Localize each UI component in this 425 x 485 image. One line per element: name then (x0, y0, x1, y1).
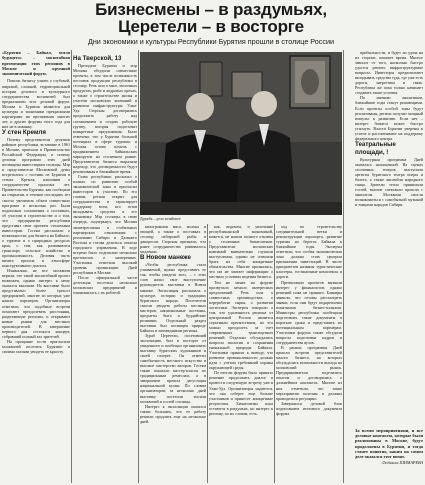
paragraph: В рамках программы Дней прошли встречи представителей малого бизнеса, на которых обсуждались возможности выхода на московский рынок. Предприниматели поделились опытом и договорились о дальнейших контактах. Многие из них отметили, что такие мероприятия полезны и должны проводиться регулярно. (276, 345, 342, 401)
column-rule (71, 50, 72, 483)
headline-line-2: Церетели – в восторге (118, 17, 304, 36)
paragraph: прибыльности, и будет ли удача на их стороне, покажет время. Многое зависит от того, насколько быстро удастся решить инфраструктурные вопросы. Инвесторы предпочитают вкладывать средства туда, где уже есть дороги, энергетика и связь. Республика же пока только начинает создавать такие условия. (355, 50, 423, 96)
photo-illustration (140, 52, 342, 215)
photo-caption: Дружба – дело хозяйское (140, 216, 342, 222)
paragraph: Тем не менее на форуме прозвучало немало интересных предложений. Речь шла о совместных производствах, о переработке сырья, о развитии логистики. Эксперты говорили о том, что удаленность региона от центральной России является серьезным препятствием, но его можно преодолеть за счет современных транспортных решений. Отдельно обсуждались вопросы экологии и сохранения уникальной природы Байкала. Участники пришли к выводу, что развитие промышленности должно идти с учетом требований охраны окружающей среды. (209, 279, 273, 371)
headline-line-1: Бизнесмены – в раздумьях, (95, 0, 327, 19)
paragraph: Презентации проектов вызвали интерес у финансистов, однако решений пока не принято. Банкиры заявили, что готовы рассмотреть заявки, если они будут подкреплены понятными бизнес-планами. Министры республики пообещали подготовить такие документы в короткие сроки и представить их потенциальным партнерам. Участники форума также обсудили вопросы подготовки кадров и сотрудничества вузов. (276, 279, 342, 346)
paragraph: ход по строительству соединительной ветки и реконструкции аэропорта, развитие туризма на берегах Байкала в ближайшие годы. Эксперты отметили, что особая экономическая зона должна стать центром притяжения инвестиций. В числе приоритетов названы туристические кластеры, гостиничные комплексы и дороги. (276, 224, 342, 280)
paragraph: как, впрочем, и увлечение республиканской экономикой, кажется, не нашли полного отклика у столичных бизнесменов. Представители московских компаний внимательно слушали выступления, однако не спешили брать на себя конкретные обязательства. Многие признались, что им не хватает информации о местных условиях ведения бизнеса. (209, 224, 273, 280)
column-rule (138, 50, 139, 483)
section-heading: На Тверской, 13 (73, 55, 122, 62)
column-5 (276, 224, 342, 483)
column-2 (73, 55, 137, 483)
paragraph: Зураб Церетели, посетивший экспозицию, был в восторге от увиденного и пообещал организовать выставку бурятских художников в своей галерее. Он отметил самобытность местного искусства и высокое мастерство авторов. Гостям также показали мастер-классы по традиционным ремеслам, а в завершение прошла дегустация национальной кухни. По словам организаторов, за несколько дней выставку посетили тысячи москвичей и гостей столицы. (140, 332, 206, 404)
paragraph: На прощание гости пригласили москвичей посетить Бурятию и своими глазами увидеть ее красоту. (2, 338, 70, 354)
closing-quote (355, 428, 423, 465)
column-1 (2, 50, 70, 483)
section-heading: В Новом манеже (140, 254, 191, 262)
paragraph: Глава республики рассказал о планах по развитию особой экономической зоны и пригласил инвесторов к участию. По его словам, регион открыт для сотрудничества и гарантирует поддержку всем, кто готов вкладывать средства в его экономику. Мэр столицы, в свою очередь, подчеркнул, что Москва заинтересована в стабильных партнерских отношениях с регионами Сибири и Дальнего Востока и готова делиться опытом городского управления. В ходе встречи было подписано несколько протоколов о намерениях. Участники отметили высокий уровень организации Дней республики в Москве. (73, 174, 137, 275)
paragraph: Интерес к экспозиции оказался таким большим, что ее работу решили продлить еще на несколько дней. (140, 403, 206, 424)
lead-paragraph: «Бурятия – Байкал, земля будущего» – масштабная презентация этих регионов в Москве и крупный экономический форум. (2, 50, 70, 77)
column-rule (274, 224, 275, 483)
section-heading: У стен Кремля (2, 128, 46, 136)
paragraph: «Чтобы республика стала узнаваемой, нужно представить ее так, чтобы увидели все», – с этих слов начал свое выступление руководитель выставки в Новом манеже. Экспозиция рассказала о культуре, истории и традициях бурятского народа. Посетители смогли увидеть работы местных мастеров, национальные костюмы, предметы быта и буддийские реликвии. Отдельный раздел выставки был посвящен природе Байкала и заповедникам региона. (140, 262, 206, 333)
paragraph: Изначально не все москвичи верили, что такой масштабный проект возможен, однако интерес к нему оказался высоким. На выставке было представлено более трехсот предприятий, многие из которых уже нашли партнеров. Организаторы отметили, что подобные встречи помогают преодолевать расстояния, разделяющие регионы, и открывают новые рынки для местных производителей. В завершение первого дня состоялся концерт, собравший полный зал зрителей. (2, 268, 70, 339)
column-3 (140, 224, 206, 483)
column-4 (209, 224, 273, 483)
article-author: Людмила ШИМАРЕВА (381, 460, 423, 466)
article-photo (140, 52, 342, 215)
paragraph: килограммов мяса, молока и овощей, а также о поставках в столицу сибирской рыбы и дикоросов. Стороны признали, что ранее сотрудничество развивалось медленно. (140, 224, 206, 255)
subheadline: Дни экономики и культуры Республики Бурятия прошли в столице России (87, 37, 335, 46)
column-rule (343, 50, 344, 483)
headline (58, 1, 364, 35)
paragraph: После официальной части делегация посетила несколько московских предприятий и ознакомилась с их работой. (73, 274, 137, 296)
paragraph: Помочь бизнесу узнать о глубокой, широкой, сложной, территориальной истории делового и культурного сотрудничества москвичей был предназначен этот деловой форум. Москва и Бурятия являются для культуры и экономики прекрасными партнерами на протяжении многих лет, и другие форумы этого года для них не в новинку. (2, 78, 70, 129)
paragraph: Почему представители десятков районов республики, вставшие в 1961 в Москве, приехали в Правительство Российской Федерации, и почему деловая программа этих дней посвящена инвестициям столицы. Мэр и представители Московской думы встретились с гостями из Бурятии в стенах Кремля, напомнив о сотрудничестве прошлых лет. Правительство Бурятии, как сообщили на открытии, в течение последних лет смогло увеличить объем совместных программ в несколько раз. Были подписаны соглашения о поставках, об участии в строительстве и о том, что предприятия республики представят свои проекты столичным инвесторам. Гостям рассказали о возможностях для бизнеса на Байкале, о туризме и о природных ресурсах края, о том, как развиваются транспорт, сельское хозяйство и промышленность. Деловая часть визита прошла в атмосфере конструктивного диалога. (2, 136, 70, 269)
paragraph: По мнению аналитиков, ближайшие годы станут решающими. Если проекты особой зоны будут реализованы, регион получит мощный импульс к развитию. Если нет – интерес бизнеса может быстро угаснуть. Власти Бурятии уверены в успехе и рассчитывают на поддержку федерального центра. (355, 95, 423, 141)
section-heading: Театральные площади, ! (355, 140, 396, 156)
column-6 (355, 50, 423, 426)
column-rule (207, 224, 208, 483)
paragraph: Культурная программа Дней оказалась насыщенной. На сценах столичных театров выступили артисты бурятского театра оперы и балета, а также ансамбли народного танца. Зрители тепло принимали гостей, многие спектакли прошли с аншлагом. Москвичи смогли познакомиться с самобытной музыкой и танцами народов Сибири. (355, 156, 423, 208)
paragraph: По итогам форума было принято решение продолжить диалог и провести следующую встречу уже в Улан-Удэ. Организаторы надеются, что она соберет еще больше участников и принесет конкретные результаты. Бизнесмены пока остаются в раздумьях, но интерес к региону, по их словам, есть. (209, 370, 273, 416)
closing-quote-text: За всеми мероприятиями, и все деловые контакты, которые были реализованы в Москве, будут продолжены в Бурятии, и тогда станет понятно, каким на самом деле оказался этот визит. (355, 428, 423, 460)
paragraph: Президент Бурятии и мэр Москвы обсудили совместные проекты, в том числе возможность поставок продукции республики в столицу. Речь шла о мясе, молочных продуктах, рыбе и кедровых орехах, а также о строительстве жилья и участии московских компаний в развитии инфраструктуры Улан-Удэ. Стороны договорились продолжить работу над соглашением и создать рабочую группу, которая подготовит конкретные предложения. Было отмечено, что у Бурятии большой потенциал в сфере туризма, и Москва готова помочь с продвижением байкальских маршрутов на столичном рынке. Представители бизнеса выразили надежду, что договоренности будут реализованы в ближайшее время. (73, 63, 137, 174)
paragraph: Завершился деловой блок подписанием итогового документа форума. (276, 400, 342, 416)
